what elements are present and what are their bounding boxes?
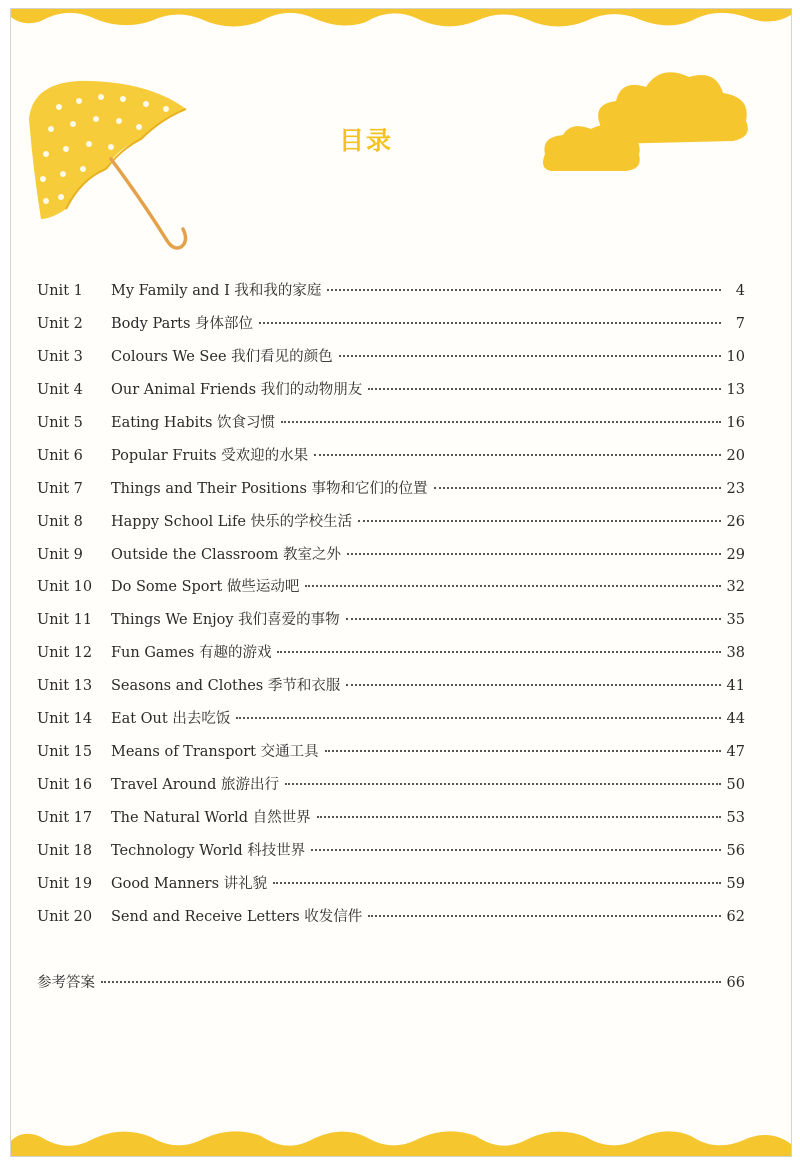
dot-leader	[347, 553, 721, 555]
appendix-title: 参考答案	[37, 975, 95, 991]
unit-label: Unit 13	[37, 678, 93, 695]
page-number: 13	[726, 381, 745, 398]
toc-entry-appendix[interactable]	[37, 971, 745, 1004]
unit-title: Popular Fruits 受欢迎的水果	[111, 447, 309, 464]
unit-label: Unit 16	[37, 777, 93, 794]
top-scallop-border	[11, 9, 791, 27]
dot-leader	[305, 585, 720, 587]
page-number: 29	[726, 546, 745, 563]
unit-label: Unit 10	[37, 579, 93, 596]
unit-label: Unit 20	[37, 908, 93, 925]
toc-entry[interactable]	[37, 839, 745, 872]
toc-entry[interactable]	[37, 378, 745, 411]
toc-entry[interactable]	[37, 575, 745, 608]
unit-title: Our Animal Friends 我们的动物朋友	[111, 381, 363, 398]
dot-leader	[236, 717, 720, 719]
unit-label: Unit 5	[37, 414, 83, 431]
unit-label: Unit 17	[37, 810, 93, 826]
unit-title: Good Manners 讲礼貌	[111, 875, 268, 892]
dot-leader	[434, 487, 721, 489]
unit-title: Technology World 科技世界	[111, 842, 306, 859]
page-number: 44	[726, 711, 745, 728]
unit-label: Unit 6	[37, 447, 83, 464]
unit-label: Unit 9	[37, 546, 83, 563]
dot-leader	[358, 520, 720, 522]
unit-label: Unit 18	[37, 842, 93, 859]
page-number: 26	[726, 513, 745, 530]
unit-title: Eating Habits 饮食习惯	[111, 414, 276, 431]
dot-leader	[281, 421, 721, 423]
unit-label: Unit 1	[37, 283, 83, 299]
unit-label: Unit 3	[37, 348, 83, 365]
toc-entry[interactable]	[37, 477, 745, 510]
page-number: 20	[726, 447, 745, 464]
unit-title: Body Parts 身体部位	[111, 315, 254, 332]
toc-entry[interactable]	[37, 905, 745, 938]
toc-entry[interactable]	[37, 674, 745, 707]
dot-leader	[346, 684, 720, 686]
page-number: 35	[726, 612, 745, 629]
dot-leader	[277, 651, 720, 653]
page-number: 53	[726, 810, 745, 826]
dot-leader	[101, 981, 721, 983]
dot-leader	[311, 849, 720, 851]
unit-title: Seasons and Clothes 季节和衣服	[111, 678, 341, 695]
dot-leader	[327, 289, 721, 291]
unit-label: Unit 2	[37, 315, 83, 332]
page-number: 41	[726, 678, 745, 695]
dot-leader	[325, 750, 721, 752]
dot-leader	[273, 882, 720, 884]
page-number: 38	[726, 645, 745, 662]
unit-label: Unit 4	[37, 381, 83, 398]
page-number: 4	[735, 283, 745, 299]
page-number: 66	[726, 975, 745, 991]
page-number: 23	[726, 480, 745, 497]
page-number: 16	[726, 414, 745, 431]
toc-entry[interactable]	[37, 543, 745, 576]
unit-label: Unit 7	[37, 480, 83, 497]
dot-leader	[317, 816, 721, 818]
umbrella-icon	[29, 81, 186, 248]
toc-entry[interactable]	[37, 510, 745, 543]
dot-leader	[368, 388, 720, 390]
page-number: 59	[726, 875, 745, 892]
page-number: 56	[726, 842, 745, 859]
unit-title: The Natural World 自然世界	[111, 810, 311, 826]
unit-label: Unit 14	[37, 711, 93, 728]
page-number: 47	[726, 744, 745, 761]
toc-entry[interactable]	[37, 740, 745, 773]
page-title: 目录	[338, 126, 393, 155]
dot-leader	[314, 454, 720, 456]
dot-leader	[259, 322, 721, 324]
page-number: 7	[735, 315, 745, 332]
unit-label: Unit 12	[37, 645, 93, 662]
unit-title: Happy School Life 快乐的学校生活	[111, 513, 353, 530]
toc-entry[interactable]	[37, 312, 745, 345]
unit-label: Unit 19	[37, 875, 93, 892]
unit-title: Things We Enjoy 我们喜爱的事物	[111, 612, 340, 629]
toc-entry[interactable]	[37, 279, 745, 312]
bottom-scallop-border	[11, 1131, 791, 1156]
unit-title: Things and Their Positions 事物和它们的位置	[111, 480, 428, 497]
toc-entry[interactable]	[37, 806, 745, 839]
book-page	[10, 8, 792, 1157]
toc-entry[interactable]	[37, 345, 745, 378]
unit-label: Unit 15	[37, 744, 93, 761]
unit-label: Unit 11	[37, 612, 93, 629]
page-number: 10	[726, 348, 745, 365]
dot-leader	[285, 783, 721, 785]
page-number: 50	[726, 777, 745, 794]
toc-entry[interactable]	[37, 707, 745, 740]
unit-title: Means of Transport 交通工具	[111, 744, 319, 761]
dot-leader	[339, 355, 721, 357]
toc-entry[interactable]	[37, 444, 745, 477]
toc-entry[interactable]	[37, 872, 745, 905]
unit-title: Send and Receive Letters 收发信件	[111, 908, 363, 925]
unit-title: Colours We See 我们看见的颜色	[111, 348, 333, 365]
toc-entry[interactable]	[37, 411, 745, 444]
appendix-entry[interactable]	[37, 971, 745, 1004]
table-of-contents	[37, 279, 745, 938]
page-number: 62	[726, 908, 745, 925]
toc-entry[interactable]	[37, 641, 745, 674]
unit-title: Do Some Sport 做些运动吧	[111, 579, 300, 596]
unit-title: Fun Games 有趣的游戏	[111, 645, 272, 662]
page-number: 32	[726, 579, 745, 596]
toc-entry[interactable]	[37, 608, 745, 641]
unit-title: Eat Out 出去吃饭	[111, 711, 231, 728]
dot-leader	[368, 915, 720, 917]
unit-label: Unit 8	[37, 513, 83, 530]
unit-title: Travel Around 旅游出行	[111, 777, 279, 794]
cloud-icon	[543, 72, 748, 171]
toc-entry[interactable]	[37, 773, 745, 806]
unit-title: My Family and I 我和我的家庭	[111, 283, 322, 299]
dot-leader	[346, 618, 721, 620]
unit-title: Outside the Classroom 教室之外	[111, 546, 341, 563]
